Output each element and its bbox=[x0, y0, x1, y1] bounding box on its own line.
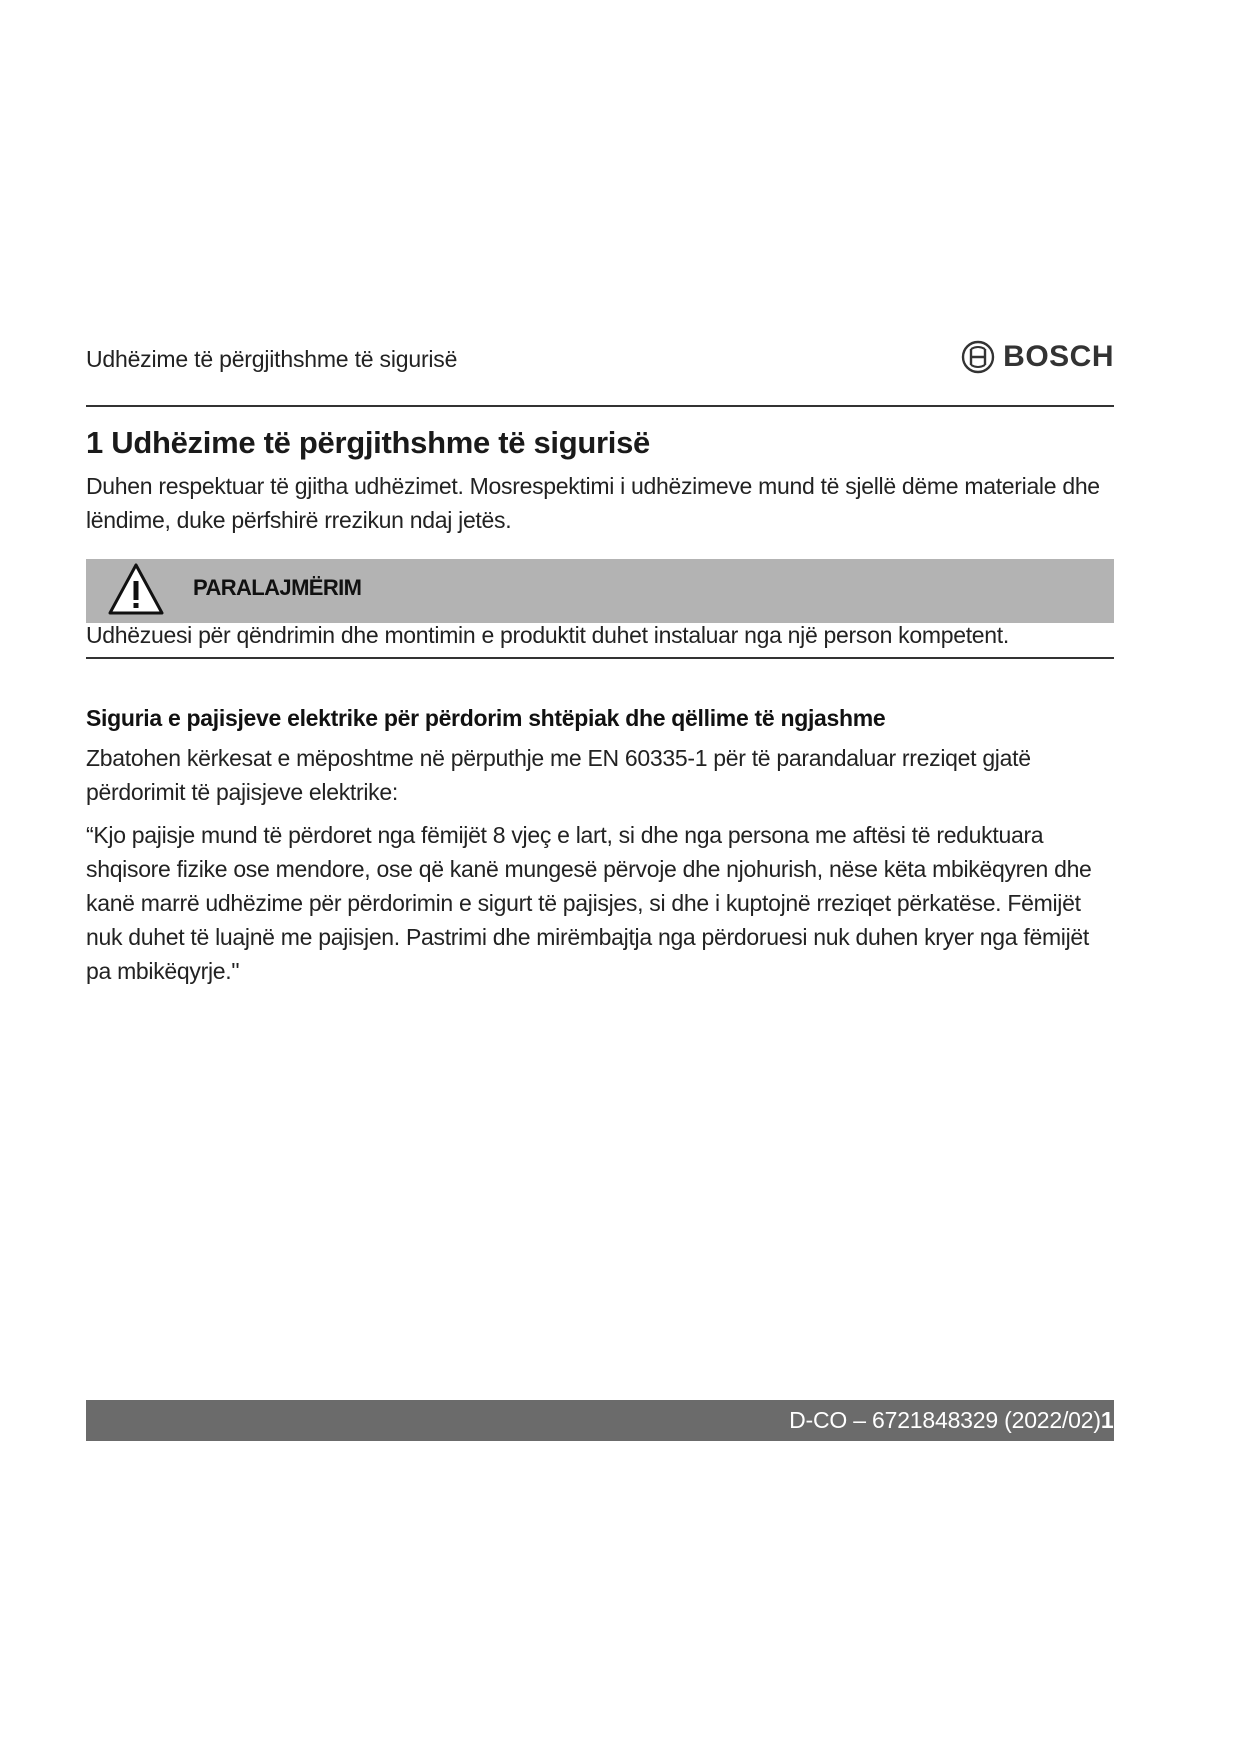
footer-doc-ref: D-CO – 6721848329 (2022/02) bbox=[789, 1407, 1101, 1433]
footer-reference bbox=[789, 1407, 1126, 1434]
running-header-title: Udhëzime të përgjithshme të sigurisë bbox=[86, 346, 458, 372]
warning-triangle-icon bbox=[106, 561, 166, 617]
subsection-paragraph-2: “Kjo pajisje mund të përdoret nga fëmijët 8 vjeç e lart, si dhe nga persona me aftësi të reduktuara shqisore fizike ose mendore, ose që kanë mungesë përvoje dhe njohurish, nëse këta mbikëqyren dhe kanë marrë udhëzime për përdorimin e sigurt të pajisjes, si dhe i kuptojnë rreziqet përkatëse. Fëmijët nuk duhet të luajnë me pajisjen. Pastrimi dhe mirëmbajtja nga përdoruesi nuk duhen kryer nga fëmijët pa mbikëqyrje." bbox=[86, 822, 1092, 984]
warning-title: PARALAJMËRIM bbox=[193, 575, 362, 600]
brand-name: BOSCH bbox=[1003, 340, 1114, 373]
section-intro: Duhen respektuar të gjitha udhëzimet. Mosrespektimi i udhëzimeve mund të sjellë dëme materiale dhe lëndime, duke përfshirë rrezikun ndaj jetës. bbox=[86, 473, 1100, 533]
warning-divider bbox=[86, 657, 1114, 659]
warning-text: Udhëzuesi për qëndrimin dhe montimin e produktit duhet instaluar nga një person kompetent. bbox=[86, 622, 1009, 648]
subsection-paragraph-1: Zbatohen kërkesat e mëposhtme në përputhje me EN 60335-1 për të parandaluar rreziqet gjatë përdorimit të pajisjeve elektrike: bbox=[86, 745, 1031, 805]
section-heading: 1 Udhëzime të përgjithshme të sigurisë bbox=[86, 425, 650, 460]
footer-page-number: 15 bbox=[1100, 1407, 1126, 1433]
brand-logo bbox=[961, 340, 1114, 374]
footer-bar bbox=[86, 1400, 1126, 1441]
subsection-heading: Siguria e pajisjeve elektrike për përdorim shtëpiak dhe qëllime të ngjashme bbox=[86, 705, 886, 731]
bosch-armature-logo-icon bbox=[961, 340, 995, 374]
header-divider bbox=[86, 405, 1114, 407]
